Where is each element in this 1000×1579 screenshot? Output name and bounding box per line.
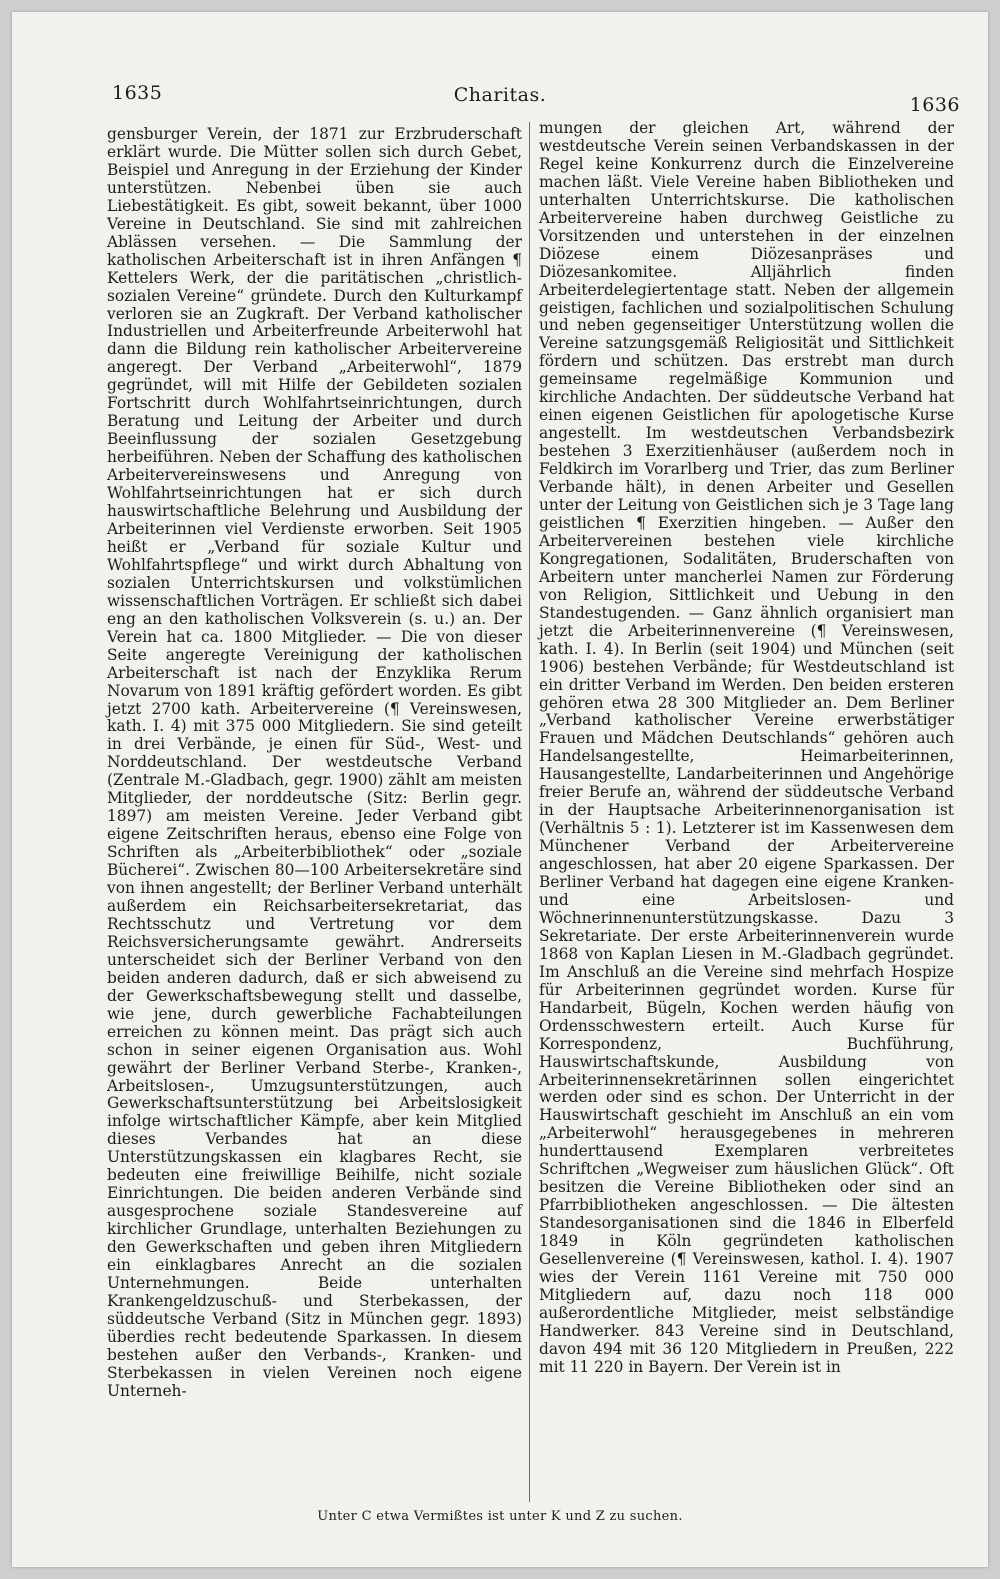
book-page — [12, 12, 988, 1567]
right-page-number: 1636 — [909, 94, 960, 116]
left-text-column — [107, 126, 522, 1401]
column-divider — [529, 122, 530, 1502]
running-title: Charitas. — [453, 84, 547, 106]
footer-note: Unter C etwa Vermißtes ist unter K und Z zu suchen. — [317, 1509, 683, 1524]
right-text-column — [539, 120, 954, 1377]
right-column-text: mungen der gleichen Art, während der westdeutsche Verein seinen Verbandskassen in der Regel keine Konkurrenz durch die Einzelvereine machen läßt. Viele Vereine haben Bibliotheken und unterhalten Unterrichtskurse. Die katholischen Arbeitervereine haben durchweg Geistliche zu Vorsitzenden und unterstehen in der einzelnen Diözese einem Diözesanpräses und Diözesankomitee. Alljährlich finden Arbeiterdelegiertentage statt. Neben der allgemein geistigen, fachlichen und sozialpolitischen Schulung und neben gegenseitiger Unterstützung wollen die Vereine satzungsgemäß Religiosität und Sittlichkeit fördern und schützen. Das erstrebt man durch gemeinsame regelmäßige Kommunion und kirchliche Andachten. Der süddeutsche Verband hat einen eigenen Geistlichen für apologetische Kurse angestellt. Im westdeutschen Verbandsbezirk bestehen 3 Exerzitienhäuser (außerdem noch in Feldkirch im Vorarlberg und Trier, das zum Berliner Verbande hält), in denen Arbeiter und Gesellen unter der Leitung von Geistlichen sich je 3 Tage lang geistlichen ¶ Exerzitien hingeben. — Außer den Arbeitervereinen bestehen viele kirchliche Kongregationen, Sodalitäten, Bruderschaften von Arbeitern unter mancherlei Namen zur Förderung von Religion, Sittlichkeit und Uebung in den Standestugenden. — Ganz ähnlich organisiert man jetzt die Arbeiterinnenvereine (¶ Vereinswesen, kath. I. 4). In Berlin (seit 1904) und München (seit 1906) bestehen Verbände; für Westdeutschland ist ein dritter Verband im Werden. Den beiden ersteren gehören etwa 28 300 Mitglieder an. Dem Berliner „Verband katholischer Vereine erwerbstätiger Frauen und Mädchen Deutschlands“ gehören auch Handelsangestellte, Heimarbeiterinnen, Hausangestellte, Landarbeiterinnen und Angehörige freier Berufe an, während der süddeutsche Verband in der Hauptsache Arbeiterinnenorganisation ist (Verhältnis 5 : 1). Letzterer ist im Kassenwesen dem Münchener Verband der Arbeitervereine angeschlossen, hat aber 20 eigene Sparkassen. Der Berliner Verband hat dagegen eine eigene Kranken- und eine Arbeitslosen- und Wöchnerinnenunterstützungskasse. Dazu 3 Sekretariate. Der erste Arbeiterinnenverein wurde 1868 von Kaplan Liesen in M.-Gladbach gegründet. Im Anschluß an die Vereine sind mehrfach Hospize für Arbeiterinnen gegründet worden. Kurse für Handarbeit, Bügeln, Kochen werden häufig von Ordensschwestern erteilt. Auch Kurse für Korrespondenz, Buchführung, Hauswirtschaftskunde, Ausbildung von Arbeiterinnensekretärinnen sollen eingerichtet werden oder sind es schon. Der Unterricht in der Hauswirtschaft geschieht im Anschluß an ein vom „Arbeiterwohl“ herausgegebenes in mehreren hunderttausend Exemplaren verbreitetes Schriftchen „Wegweiser zum häuslichen Glück“. Oft besitzen die Vereine Bibliotheken oder sind an Pfarrbibliotheken angeschlossen. — Die ältesten Standesorganisationen sind die 1846 in Elberfeld 1849 in Köln gegründeten katholischen Gesellenvereine (¶ Vereinswesen, kathol. I. 4). 1907 wies der Verein 1161 Vereine mit 750 000 Mitgliedern auf, dazu noch 118 000 außerordentliche Mitglieder, meist selbständige Handwerker. 843 Vereine sind in Deutschland, davon 494 mit 36 120 Mitgliedern in Preußen, 222 mit 11 220 in Bayern. Der Verein ist in — [539, 119, 954, 1376]
left-column-text: gensburger Verein, der 1871 zur Erzbruderschaft erklärt wurde. Die Mütter sollen sich durch Gebet, Beispiel und Anregung in der Erziehung der Kinder unterstützen. Nebenbei üben sie auch Liebestätigkeit. Es gibt, soweit bekannt, über 1000 Vereine in Deutschland. Sie sind mit zahlreichen Ablässen versehen. — Die Sammlung der katholischen Arbeiterschaft ist in ihren Anfängen ¶ Kettelers Werk, der die paritätischen „christlich-sozialen Vereine“ gründete. Durch den Kulturkampf verloren sie an Zugkraft. Der Verband katholischer Industriellen und Arbeiterfreunde Arbeiterwohl hat dann die Bildung rein katholischer Arbeitervereine angeregt. Der Verband „Arbeiterwohl“, 1879 gegründet, will mit Hilfe der Gebildeten sozialen Fortschritt durch Wohlfahrtseinrichtungen, durch Beratung und Leitung der Arbeiter und durch Beeinflussung der sozialen Gesetzgebung herbeiführen. Neben der Schaffung des katholischen Arbeitervereinswesens und Anregung von Wohlfahrtseinrichtungen hat er sich durch hauswirtschaftliche Belehrung und Ausbildung der Arbeiterinnen viel Verdienste erworben. Seit 1905 heißt er „Verband für soziale Kultur und Wohlfahrtspflege“ und wirkt durch Abhaltung von sozialen Unterrichtskursen und volkstümlichen wissenschaftlichen Vorträgen. Er schließt sich dabei eng an den katholischen Volksverein (s. u.) an. Der Verein hat ca. 1800 Mitglieder. — Die von dieser Seite angeregte Vereinigung der katholischen Arbeiterschaft ist nach der Enzyklika Rerum Novarum von 1891 kräftig gefördert worden. Es gibt jetzt 2700 kath. Arbeitervereine (¶ Vereinswesen, kath. I. 4) mit 375 000 Mitgliedern. Sie sind geteilt in drei Verbände, je einen für Süd-, West- und Norddeutschland. Der westdeutsche Verband (Zentrale M.-Gladbach, gegr. 1900) zählt am meisten Mitglieder, der norddeutsche (Sitz: Berlin gegr. 1897) am meisten Vereine. Jeder Verband gibt eigene Zeitschriften heraus, ebenso eine Folge von Schriften als „Arbeiterbibliothek“ oder „soziale Bücherei“. Zwischen 80—100 Arbeitersekretäre sind von ihnen angestellt; der Berliner Verband unterhält außerdem ein Reichsarbeitersekretariat, das Rechtsschutz und Vertretung vor dem Reichsversicherungsamte gewährt. Andrerseits unterscheidet sich der Berliner Verband von den beiden anderen dadurch, daß er sich abweisend zu der Gewerkschaftsbewegung stellt und dasselbe, wie jene, durch gewerbliche Fachabteilungen erreichen zu können meint. Das prägt sich auch schon in seiner eigenen Organisation aus. Wohl gewährt der Berliner Verband Sterbe-, Kranken-, Arbeitslosen-, Umzugsunterstützungen, auch Gewerkschaftsunterstützung bei Arbeitslosigkeit infolge wirtschaftlicher Kämpfe, aber kein Mitglied dieses Verbandes hat an diese Unterstützungskassen ein klagbares Recht, sie bedeuten eine freiwillige Beihilfe, nicht soziale Einrichtungen. Die beiden anderen Verbände sind ausgesprochene soziale Standesvereine auf kirchlicher Grundlage, unterhalten Beziehungen zu den Gewerkschaften und geben ihren Mitgliedern ein einklagbares Anrecht an die sozialen Unternehmungen. Beide unterhalten Krankengeldzuschuß- und Sterbekassen, der süddeutsche Verband (Sitz in München gegr. 1893) überdies recht bedeutende Sparkassen. In diesem bestehen außer den Verbands-, Kranken- und Sterbekassen in vielen Vereinen noch eigene Unterneh- — [107, 125, 522, 1400]
left-page-number: 1635 — [112, 82, 163, 104]
